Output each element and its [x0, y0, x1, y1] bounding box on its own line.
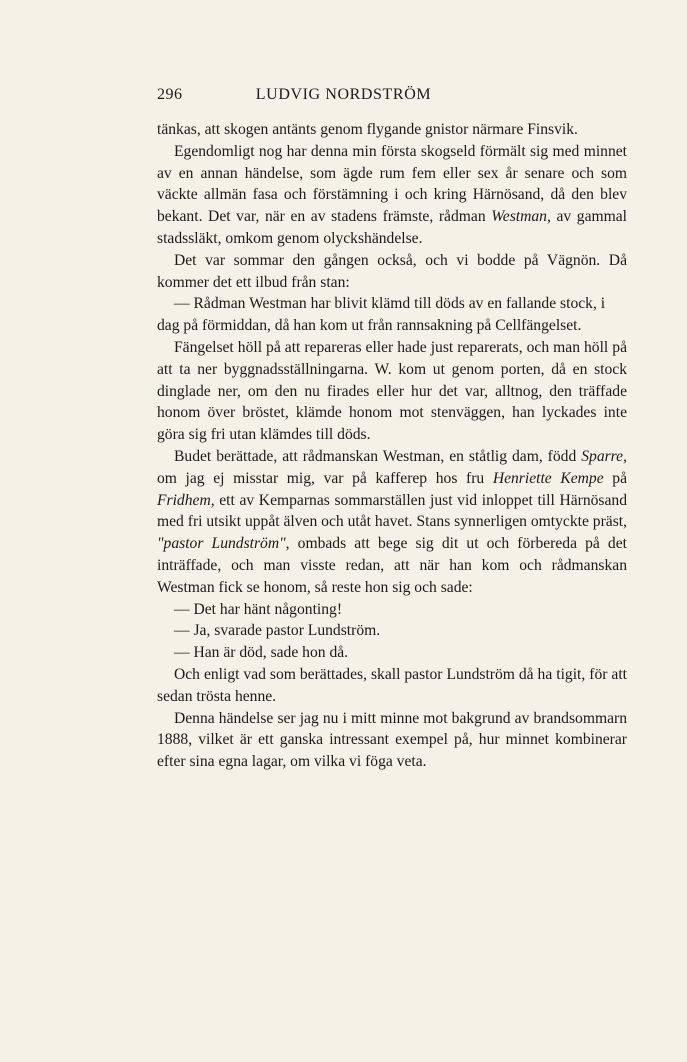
paragraph-11: Denna händelse ser jag nu i mitt minne mot bakgrund av brandsommarn 1888, vilket är ett ganska intressant exempel på, hur minnet kombinerar efter sina egna lagar, om vilka vi föga veta. [157, 709, 627, 771]
paragraph-6-text-c: på [603, 469, 628, 487]
paragraph-6 [157, 446, 627, 599]
paragraph-5: Fängelset höll på att repareras eller hade just reparerats, och man höll på att ta ner byggnadsställningarna. W. kom ut genom porten, då en stock dinglade ner, om den nu firades eller hur det var, alltnog, den träffade honom över bröstet, klämde honom mot stenväggen, han lyckades inte göra sig fri utan klämdes till döds. [157, 338, 627, 444]
paragraph-2-text-b: av gammal stadssläkt, omkom genom olyckshändelse. [157, 208, 628, 247]
running-title: LUDVIG NORDSTRÖM [255, 86, 432, 103]
place-fridhem: Fridhem, [157, 491, 215, 509]
dialogue-line-2: — Ja, svarade pastor Lundström. [174, 622, 381, 640]
paragraph-10: Och enligt vad som berättades, skall pastor Lundström då ha tigit, för att sedan trösta henne. [157, 665, 627, 705]
name-westman: Westman, [491, 208, 551, 226]
paragraph-6-text-d: ett av Kemparnas sommarställen just vid inloppet till Härnösand med fri utsikt uppåt älven och utåt havet. Stans synnerligen omtyckte präst, [157, 491, 627, 531]
paragraph-2-text-a: Egendomligt nog har denna min första skogseld förmält sig med minnet av en annan händelse, som ägde rum fem eller sex år senare och som väckte allmän fasa och förstämning i och kring Härnösand, då den blev bekant. Det var, när en av stadens främste, rådman [157, 142, 627, 226]
dialogue-line-3: — Han är död, sade hon då. [174, 644, 349, 662]
page-number: 296 [157, 86, 183, 103]
name-henriette-kempe: Henriette Kempe [492, 469, 604, 487]
name-sparre: Sparre, [581, 447, 627, 465]
paragraph-6-text-e: , ombads att bege sig dit ut och förbereda på det inträffade, och man visste redan, att när han kom och rådmanskan Westman fick se honom, så reste hon sig och sade: [157, 535, 627, 596]
body-text [157, 119, 627, 773]
dialogue-line-1: — Det har hänt någonting! [174, 600, 343, 618]
paragraph-6-text-a: Budet berättade, att rådmanskan Westman, en ståtlig dam, född [174, 447, 582, 465]
paragraph-3: Det var sommar den gången också, och vi bodde på Vägnön. Då kommer det ett ilbud från stan: [157, 251, 627, 291]
paragraph-2 [157, 141, 627, 250]
paragraph-6-text-b: om jag ej misstar mig, var på kafferep hos fru [157, 469, 493, 487]
dialogue-message: — Rådman Westman har blivit klämd till döds av en fallande stock, i dag på förmiddan, då han kom ut från rannsakning på Cellfängelset. [157, 295, 606, 335]
paragraph-1: tänkas, att skogen antänts genom flygande gnistor närmare Finsvik. [157, 121, 578, 138]
name-pastor-lundstrom: "pastor Lundström" [157, 535, 286, 553]
